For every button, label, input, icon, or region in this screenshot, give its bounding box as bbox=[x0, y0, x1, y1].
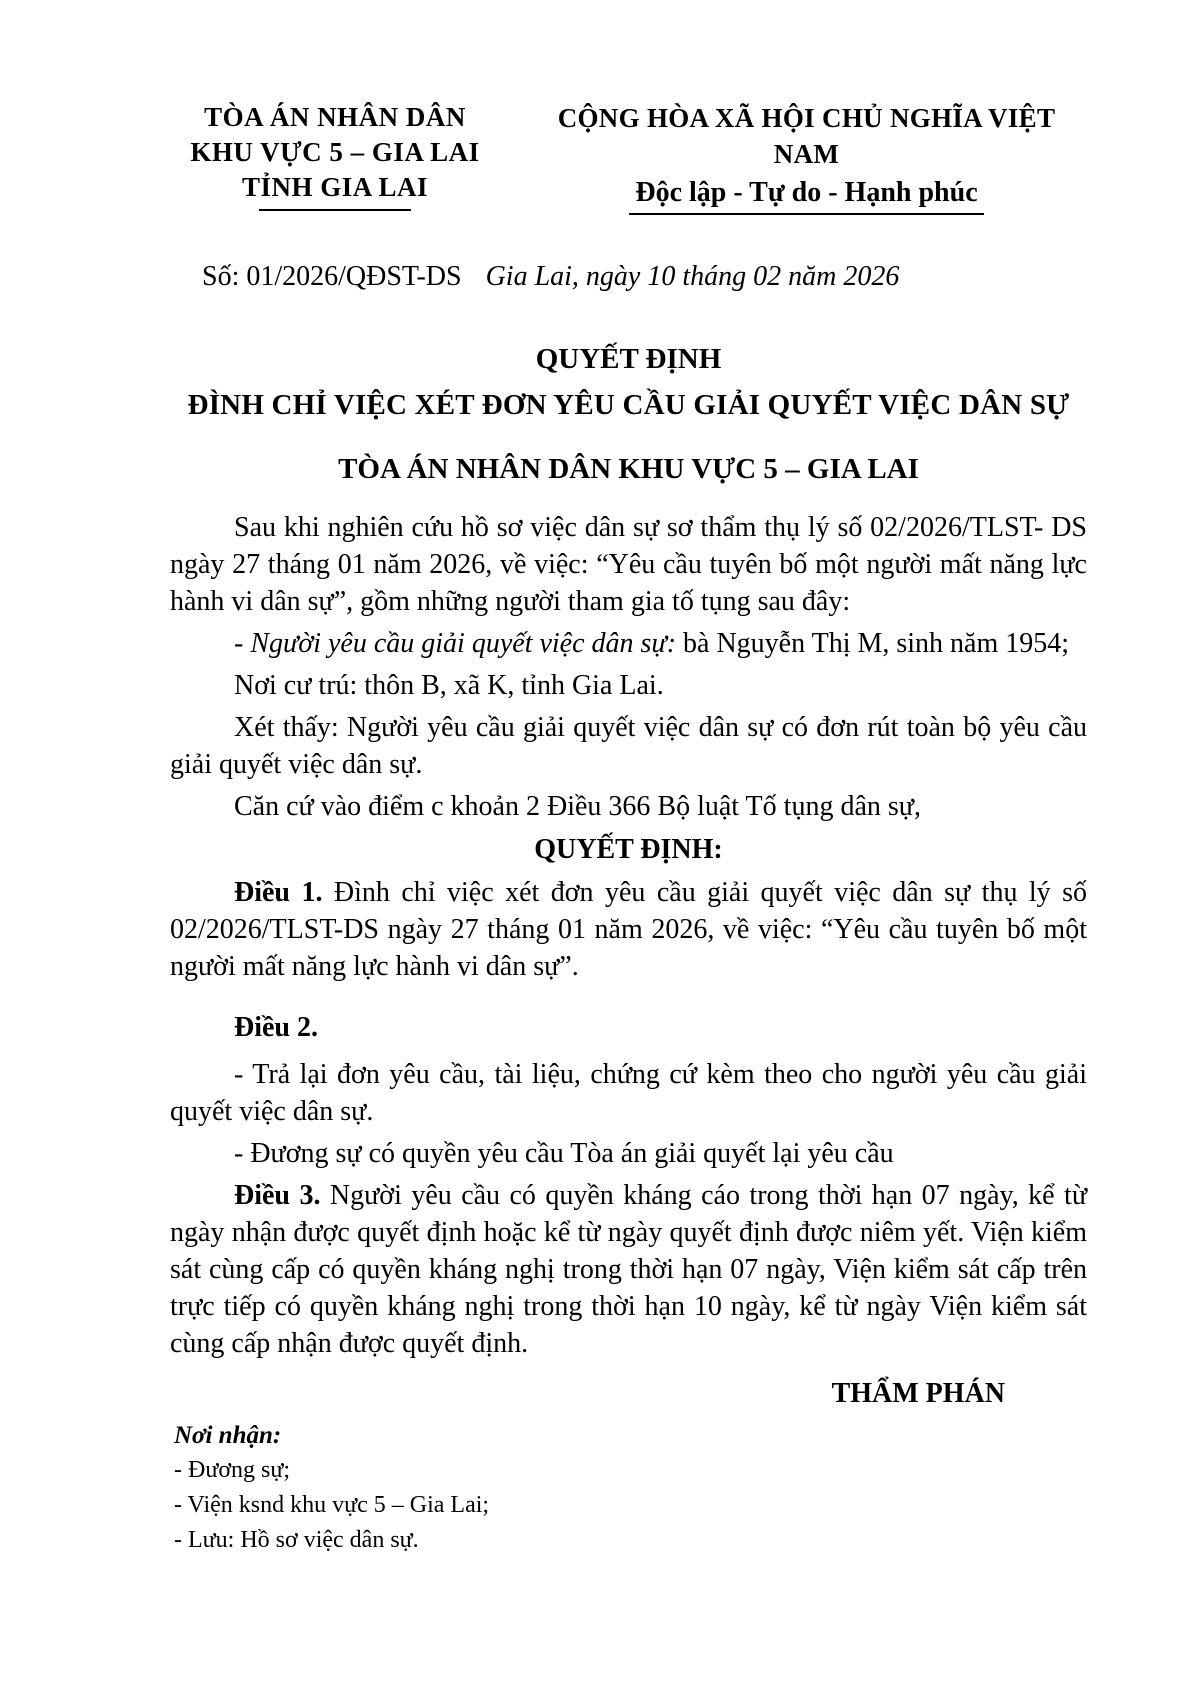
article-3-text: Người yêu cầu có quyền kháng cáo trong thời hạn 07 ngày, kể từ ngày nhận được quyết định hoặc kể từ ngày quyết định được niêm yết. Viện kiểm sát cùng cấp có quyền kháng nghị trong thời hạn 07 ngày, Viện kiểm sát cấp trên trực tiếp có quyền kháng nghị trong thời hạn 10 ngày, kể từ ngày Viện kiểm sát cùng cấp nhận được quyết định. bbox=[170, 1180, 1088, 1359]
national-header-block bbox=[526, 100, 1087, 215]
article-2-item-2: - Đương sự có quyền yêu cầu Tòa án giải quyết lại yêu cầu bbox=[234, 1138, 894, 1169]
document-header bbox=[170, 100, 1087, 215]
authority-underline bbox=[259, 209, 411, 211]
document-body bbox=[170, 509, 1087, 1362]
article-1-label: Điều 1. bbox=[234, 877, 323, 908]
authority-line-3: TỈNH GIA LAI bbox=[241, 172, 429, 202]
signer-title: THẨM PHÁN bbox=[831, 1378, 1005, 1409]
paragraph-requester bbox=[170, 625, 1087, 662]
decision-heading: QUYẾT ĐỊNH: bbox=[534, 834, 723, 865]
article-2-label: Điều 2. bbox=[234, 1012, 318, 1043]
national-title: CỘNG HÒA XÃ HỘI CHỦ NGHĨA VIỆT NAM bbox=[557, 103, 1056, 169]
doc-subtitle: ĐÌNH CHỈ VIỆC XÉT ĐƠN YÊU CẦU GIẢI QUYẾT VIỆC DÂN SỰ bbox=[187, 389, 1070, 421]
doc-place-date: Gia Lai, ngày 10 tháng 02 năm 2026 bbox=[485, 261, 900, 292]
title-block bbox=[170, 341, 1087, 423]
doc-title: QUYẾT ĐỊNH bbox=[535, 343, 722, 375]
article-3 bbox=[170, 1177, 1087, 1362]
recipients-heading: Nơi nhận: bbox=[174, 1422, 282, 1449]
national-motto: Độc lập - Tự do - Hạnh phúc bbox=[629, 174, 983, 215]
issuing-authority-block bbox=[170, 100, 500, 211]
paragraph-residence: Nơi cư trú: thôn B, xã K, tỉnh Gia Lai. bbox=[234, 670, 664, 701]
signature-block bbox=[170, 1376, 1087, 1412]
requester-role-label: - Người yêu cầu giải quyết việc dân sự: bbox=[234, 628, 677, 659]
paragraph-legal-basis: Căn cứ vào điểm c khoản 2 Điều 366 Bộ luật Tố tụng dân sự, bbox=[234, 791, 921, 822]
doc-number: Số: 01/2026/QĐST-DS bbox=[202, 261, 462, 292]
deciding-authority-heading: TÒA ÁN NHÂN DÂN KHU VỰC 5 – GIA LAI bbox=[338, 453, 919, 485]
article-1-text: Đình chỉ việc xét đơn yêu cầu giải quyết việc dân sự thụ lý số 02/2026/TLST-DS ngày 27 tháng 01 năm 2026, về việc: “Yêu cầu tuyên bố một người mất năng lực hành vi dân sự”. bbox=[170, 877, 1088, 982]
article-1 bbox=[170, 874, 1087, 985]
authority-line-1: TÒA ÁN NHÂN DÂN bbox=[204, 102, 466, 132]
paragraph-finding: Xét thấy: Người yêu cầu giải quyết việc dân sự có đơn rút toàn bộ yêu cầu giải quyết việc dân sự. bbox=[170, 712, 1087, 780]
recipient-item: - Lưu: Hồ sơ việc dân sự. bbox=[174, 1527, 419, 1553]
doc-number-row bbox=[170, 259, 1087, 295]
authority-line-2: KHU VỰC 5 – GIA LAI bbox=[190, 137, 480, 167]
article-2 bbox=[170, 1009, 1087, 1046]
requester-name: bà Nguyễn Thị M, sinh năm 1954; bbox=[676, 628, 1070, 659]
article-3-label: Điều 3. bbox=[234, 1180, 321, 1211]
article-2-item-1: - Trả lại đơn yêu cầu, tài liệu, chứng cứ kèm theo cho người yêu cầu giải quyết việc dân sự. bbox=[170, 1059, 1087, 1127]
recipients-block bbox=[174, 1418, 1087, 1558]
paragraph-preamble: Sau khi nghiên cứu hồ sơ việc dân sự sơ thẩm thụ lý số 02/2026/TLST- DS ngày 27 tháng 01 năm 2026, về việc: “Yêu cầu tuyên bố một người mất năng lực hành vi dân sự”, gồm những người tham gia tố tụng sau đây: bbox=[170, 512, 1087, 617]
recipient-item: - Viện ksnd khu vực 5 – Gia Lai; bbox=[174, 1492, 490, 1518]
recipient-item: - Đương sự; bbox=[174, 1457, 291, 1483]
